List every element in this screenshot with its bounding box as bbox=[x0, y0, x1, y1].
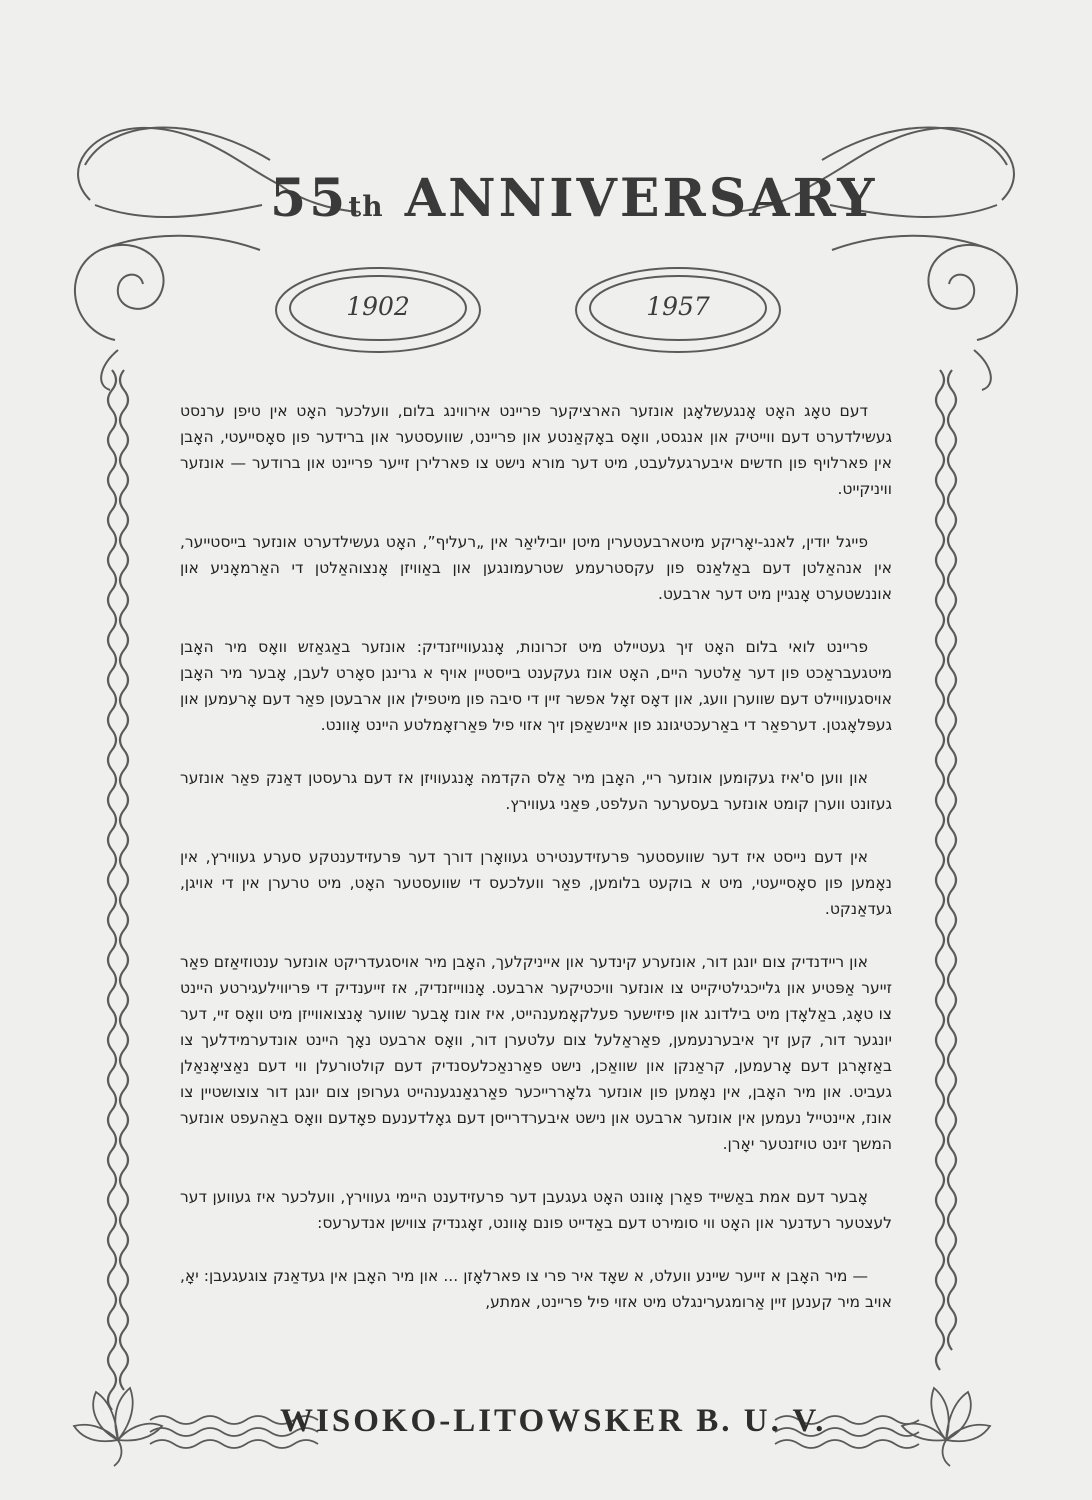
year-start: 1902 bbox=[346, 292, 410, 321]
article-body bbox=[180, 398, 892, 1342]
paragraph: פריינט לואי בלום האָט זיך געטיילט מיט זכרונות, אָנגעווייזנדיק: אונזער באַגאַזש וואָס מיר האָבן מיטגעבראַכט פון דער אַלטער היים, האָט אונז געקענט בייסטיין אויף א גרינגן סאָרט לעבן, אָבער מיר האָבן אויסגעוויילט דעם שווערן וועג, און דאָס זאָל אפשר זיין די סיבה פון מיטפילן און ארבעטן פאַר דעם אָרעמען און געפּלאָגטן. דערפאַר די באַרעכטיגונג פון איינשאַפן זיך אזוי פיל פּאַרזאָמלטע היינט אָוונט. bbox=[180, 638, 892, 734]
paragraph: דעם טאָג האָט אָנגעשלאָגן אונזער הארציקער פריינט אירווינג בלום, וועלכער האָט אין טיפן ערנסט געשילדערט דעם ווייטיק און אנגסט, וואָס באָקאַנטע און פריינט, שוועסטער און ברידער פון סאָסייעטי, האָבן אין פארלויף פון חדשים איבערגעלעבט, מיט דער מורא נישט צו פארלירן זייער פריינט און ברודער — אונזער וויניקייט. bbox=[180, 402, 892, 498]
right-scroll-flourish bbox=[732, 127, 1017, 390]
paragraph: פייגל יודין, לאנג-יאָריקע מיטארבעטערין מיטן יוביליאַר אין „רעליף”, האָט געשילדערט אונזער בייסטייער, אין אנהאַלטן דעם באַלאַנס פון עקסטרעמע שטרעמונגען און באַוויזן אָנצוהאַלטן די האַרמאָניע און אוננשטערט אָנגיין מיט דער ארבעט. bbox=[180, 533, 892, 603]
paragraph: אָבער דעם אמת באַשייד פאַרן אָוונט האָט געגעבן דער פרעזידענט היימי געווירץ, וועלכער איז געווען דער לעצטער רעדנער און האָט ווי סומירט דעם באַדייט פונם אָוונט, זאָגנדיק צווישן אנדערעס: bbox=[180, 1188, 892, 1232]
organization-name: WISOKO-LITOWSKER B. U. V. bbox=[280, 1403, 827, 1439]
right-wavy-border bbox=[936, 370, 956, 1370]
left-scroll-flourish bbox=[75, 127, 360, 390]
paragraph: און ווען ס'איז געקומען אונזער ריי, האָבן מיר אַלס הקדמה אָנגעוויזן אז דעם גרעסטן דאַנק פאַר אונזער געזונט ווערן קומט אונזער בעסערער העלפט, פּאַני געווירץ. bbox=[180, 769, 892, 813]
title-number: 55 bbox=[270, 168, 349, 229]
year-end: 1957 bbox=[646, 292, 710, 321]
left-leaf-ornament bbox=[74, 1388, 162, 1466]
title-suffix: th bbox=[348, 190, 384, 223]
right-leaf-ornament bbox=[902, 1388, 990, 1466]
title-word: ANNIVERSARY bbox=[404, 168, 878, 229]
paragraph: און ריידנדיק צום יונגן דור, אונזערע קינדער און אייניקלעך, האָבן מיר אויסגעדריקט אונזער ענטוזיאַזם פאַר זייער אַפּטיע און גלייכגילטיקייט צו אונזער וויכטיקער ארבעט. אָנווייזנדיק, אז זייענדיק די פּריווילעגירטע היינט צו טאָג, באַלאָדן מיט בילדונג און פיזישער פעלקאָמענהייט, איז אונז אָבער שווער אָנצואווייזן מיט וואָס זיי, דער יונגער דור, קען זיך איבערנעמען, פאַראַלעל צום עלטערן דור, וואָס ארבעט נאָך היינט אונדערמידלעך צו באַזאָרגן דעם אָרעמען, קראַנקן און שוואַכן, נישט פאַרנאַכלעסנדיק דעם קולטורעלן ווי דעם נאַציאָנאַלן געביט. און מיר האָבן, אין נאָמען פון אונזער גלאָררייכער פאַרגאַנגענהייט גערופן צום יונגן דור צוצושטיין צו אונז, איינטייל נעמען אין אונזער ארבעט און נישט איבערדרייסן דעם גאָלדענעם פאָדעם וואָס באַהעפט אונזער המשך זינט טויזנטער יאָרן. bbox=[180, 953, 892, 1153]
paragraph: — מיר האָבן א זייער שיינע וועלט, א שאָד איר פרי צו פארלאָזן ... און מיר האָבן אין געדאַנק צוגעגעבן: יאָ, אויב מיר קענען זיין אַרומגערינגלט מיט אזוי פיל פריינט, אמתע, bbox=[180, 1267, 892, 1311]
anniversary-title bbox=[270, 168, 878, 238]
left-wavy-border bbox=[108, 370, 128, 1410]
paragraph: אין דעם נייסט איז דער שוועסטער פּרעזידענטירט געוואָרן דורך דער פּרעזידענטקע סערע געווירץ, אין נאָמען פון סאָסייעטי, מיט א בוקעט בלומען, פאַר וועלכעס די שוועסטער האָט, מיט טרערן אין די אויגן, געדאַנקט. bbox=[180, 848, 892, 918]
